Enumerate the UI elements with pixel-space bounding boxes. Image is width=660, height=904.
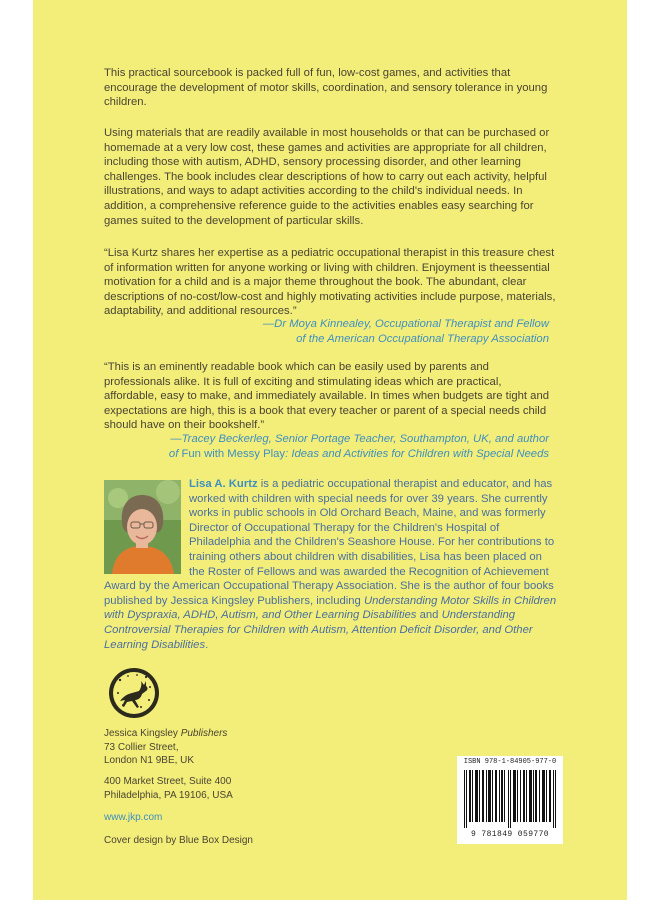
barcode-digits: 9 781849 059770 [470, 830, 549, 839]
quote-1-attribution [104, 317, 549, 346]
quote-2-attribution-line-1: —Tracey Beckerleg, Senior Portage Teacher, Southampton, UK, and author [170, 433, 549, 445]
intro-paragraph-2: Using materials that are readily available in most households or that can be purchased or homemade at a very low cost, these games and activities are appropriate for all children, including those with autism, ADHD, sensory processing disorder, and other learning challenges. The book includes clear descriptions of how to carry out each activity, helpful illustrations, and ways to adapt activities according to the child's individual needs. In addition, a comprehensive reference guide to the activities enables easy searching for games suited to the development of particular skills. [104, 127, 550, 227]
quote-2-text: “This is an eminently readable book which can be easily used by parents and professionals alike. It is full of exciting and stimulating ideas which are practical, affordable, easy to make, and immediately available. In times when budgets are tight and expectations are high, this is a book that every teacher or parent of a special needs child should have on their bookshelf.” [104, 361, 550, 432]
cover-design-credit: Cover design by Blue Box Design [104, 835, 253, 846]
quote-1-attribution-line-1: —Dr Moya Kinnealey, Occupational Therapist and Fellow [262, 318, 549, 330]
quote-1-text: “Lisa Kurtz shares her expertise as a pediatric occupational therapist in this treasure chest of information written for anyone working or living with children. Enjoyment is theessential motivation for a child and is a major theme throughout the book. The abundant, clear descriptions of no-cost/low-cost and highly motivating activities include purpose, materials, adaptability, and additional resources.” [104, 247, 556, 318]
author-photo [104, 480, 181, 574]
author-book-2: Understanding Controversial Therapies for Children with Autism, Attention Deficit Disorder, and Other Learning Disabilities [104, 609, 533, 651]
author-bio: Lisa A. Kurtz is a pediatric occupational therapist and educator, and has worked with children with special needs for over 39 years. She currently works in public schools in Old Orchard Beach, Maine, and was formerly Director of Occupational Therapy for the Children's Hospital of Philadelphia and the Children's Seashore House. For her contributions to training others about children with disabilities, Lisa has been placed on the Roster of Fellows and was awarded the Recognition of Achievement Award by the American Occupational Therapy Association. She is the author of four books published by Jessica Kingsley Publishers, including Understanding Motor Skills in Children with Dyspraxia, ADHD, Autism, and Other Learning Disabilities and Understanding Controversial Therapies for Children with Autism, Attention Deficit Disorder, and Other Learning Disabilities. [104, 478, 557, 651]
publisher-website-link[interactable]: www.jkp.com [104, 812, 163, 823]
author-book-1: Understanding Motor Skills in Children with Dyspraxia, ADHD, Autism, and Other Learning Disabilities [104, 594, 557, 622]
publisher-us-address: 400 Market Street, Suite 400 Philadelphia, PA 19106, USA [104, 776, 233, 801]
barcode-bars-icon [462, 770, 558, 828]
quote-2-book-title: Fun with Messy Play [181, 447, 286, 460]
barcode [457, 756, 563, 844]
isbn-label: ISBN 978-1-84905-977-0 [463, 758, 557, 766]
publisher-uk-address: Jessica Kingsley Publishers 73 Collier Street, London N1 9BE, UK [104, 728, 228, 766]
author-portrait-image [104, 480, 181, 574]
quote-1-attribution-line-2: of the American Occupational Therapy Association [296, 332, 549, 345]
publisher-name: Jessica Kingsley [104, 728, 181, 739]
intro-paragraph-1: This practical sourcebook is packed full of fun, low-cost games, and activities that encourage the development of motor skills, coordination, and sensory tolerance in young children. [104, 67, 548, 109]
leaping-deer-logo-icon [108, 667, 160, 719]
quote-2-attribution: —Tracey Beckerleg, Senior Portage Teacher, Southampton, UK, and author of Fun with Messy Play: Ideas and Activities for Children with Special Needs [168, 433, 549, 460]
author-name: Lisa A. Kurtz [189, 478, 258, 490]
